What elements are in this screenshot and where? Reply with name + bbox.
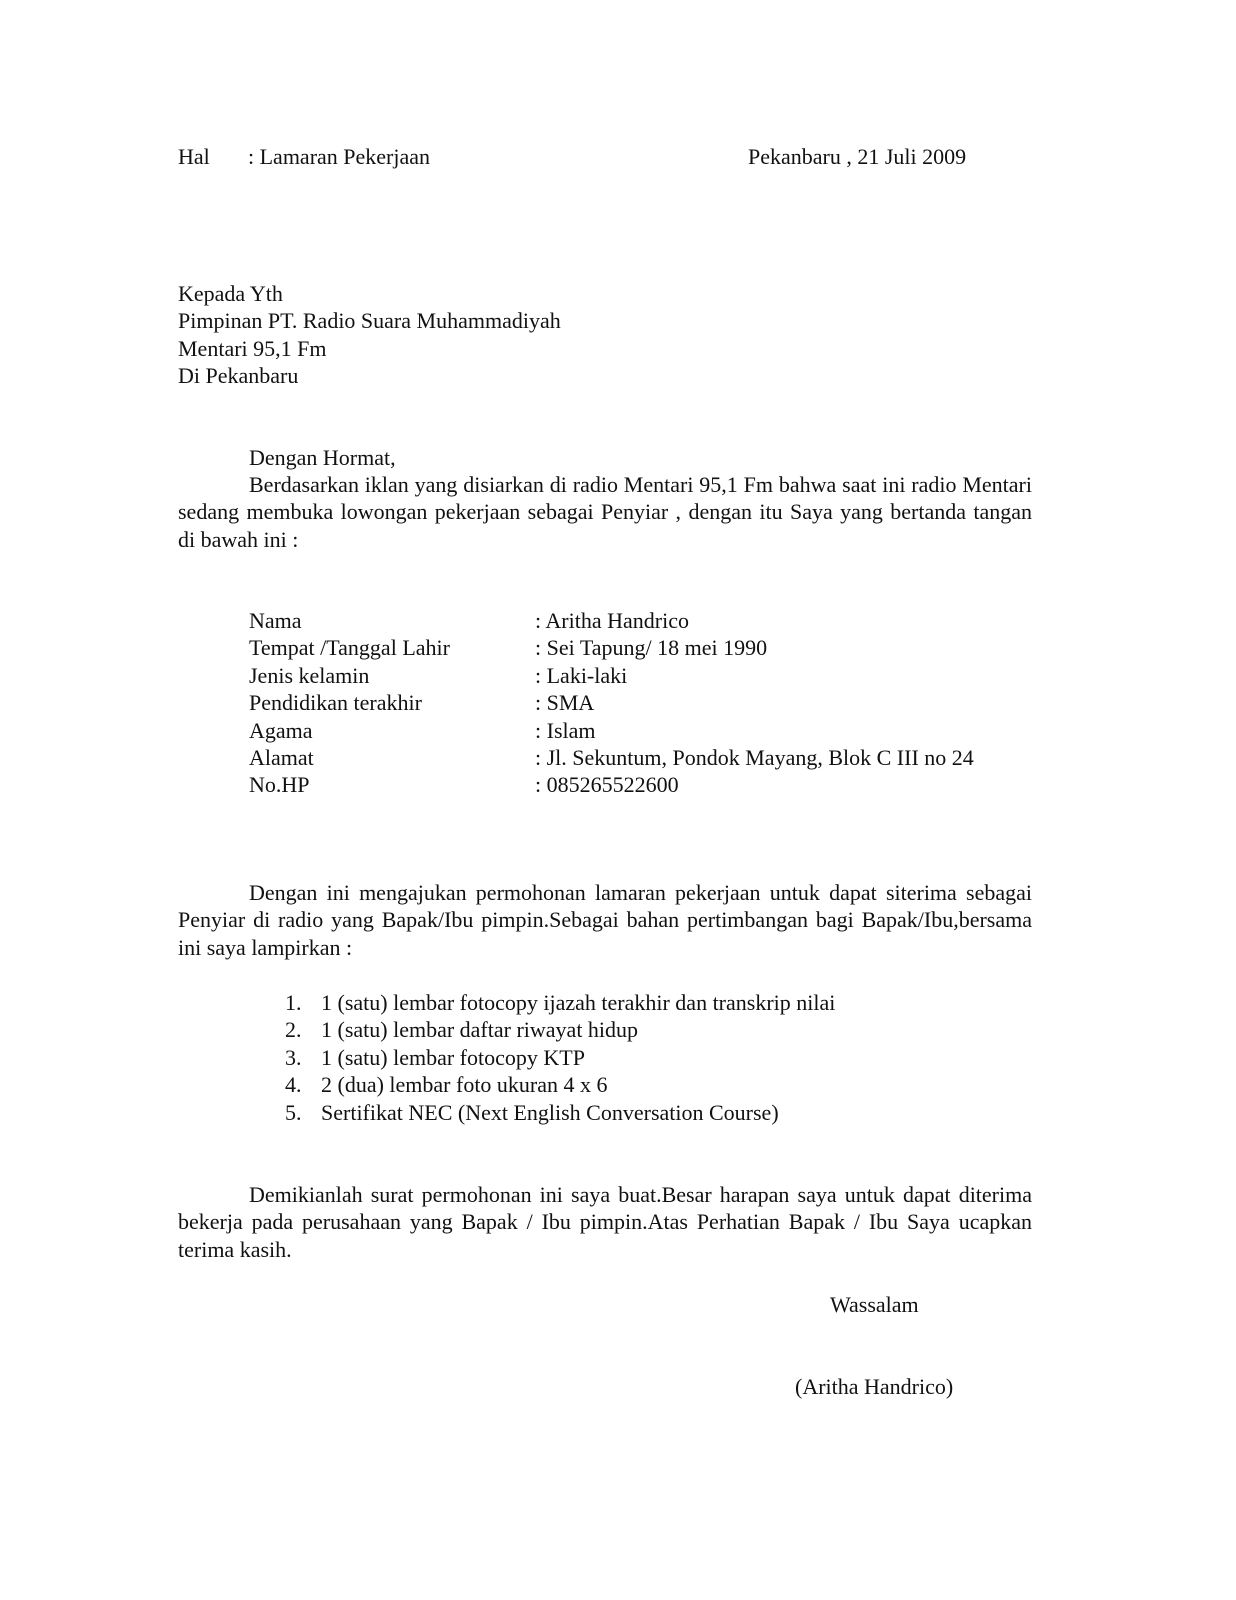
signature-name: (Aritha Handrico) — [795, 1374, 954, 1399]
intro-text: Berdasarkan iklan yang disiarkan di radio Mentari 95,1 Fm bahwa saat ini radio Mentari sedang membuka lowongan pekerjaan sebagai Penyiar , dengan itu Saya yang bertanda tangan di bawah ini : — [178, 472, 1032, 552]
closing-text: Demikianlah surat permohonan ini saya buat.Besar harapan saya untuk dapat diterima bekerja pada perusahaan yang Bapak / Ibu pimpin.Atas Perhatian Bapak / Ibu Saya ucapkan terima kasih. — [178, 1182, 1032, 1262]
place-date: Pekanbaru , 21 Juli 2009 — [748, 144, 967, 169]
salutation: Wassalam — [830, 1292, 919, 1317]
request-text: Dengan ini mengajukan permohonan lamaran pekerjaan untuk dapat siterima sebagai Penyiar di radio yang Bapak/Ibu pimpin.Sebagai bahan pertimbangan bagi Bapak/Ibu,bersama ini saya lampirkan : — [178, 880, 1032, 960]
subject-value: : Lamaran Pekerjaan — [248, 144, 431, 169]
intro-paragraph — [178, 471, 1032, 553]
greeting: Dengan Hormat, — [249, 445, 396, 470]
subject-label: Hal — [178, 144, 210, 169]
recipient-line: Mentari 95,1 Fm — [178, 335, 327, 361]
recipient-block — [178, 280, 561, 390]
closing-paragraph — [178, 1181, 1032, 1263]
recipient-line: Kepada Yth — [178, 281, 283, 306]
request-paragraph — [178, 879, 1032, 961]
recipient-line: Di Pekanbaru — [178, 363, 299, 389]
recipient-line: Pimpinan PT. Radio Suara Muhammadiyah — [178, 308, 561, 334]
